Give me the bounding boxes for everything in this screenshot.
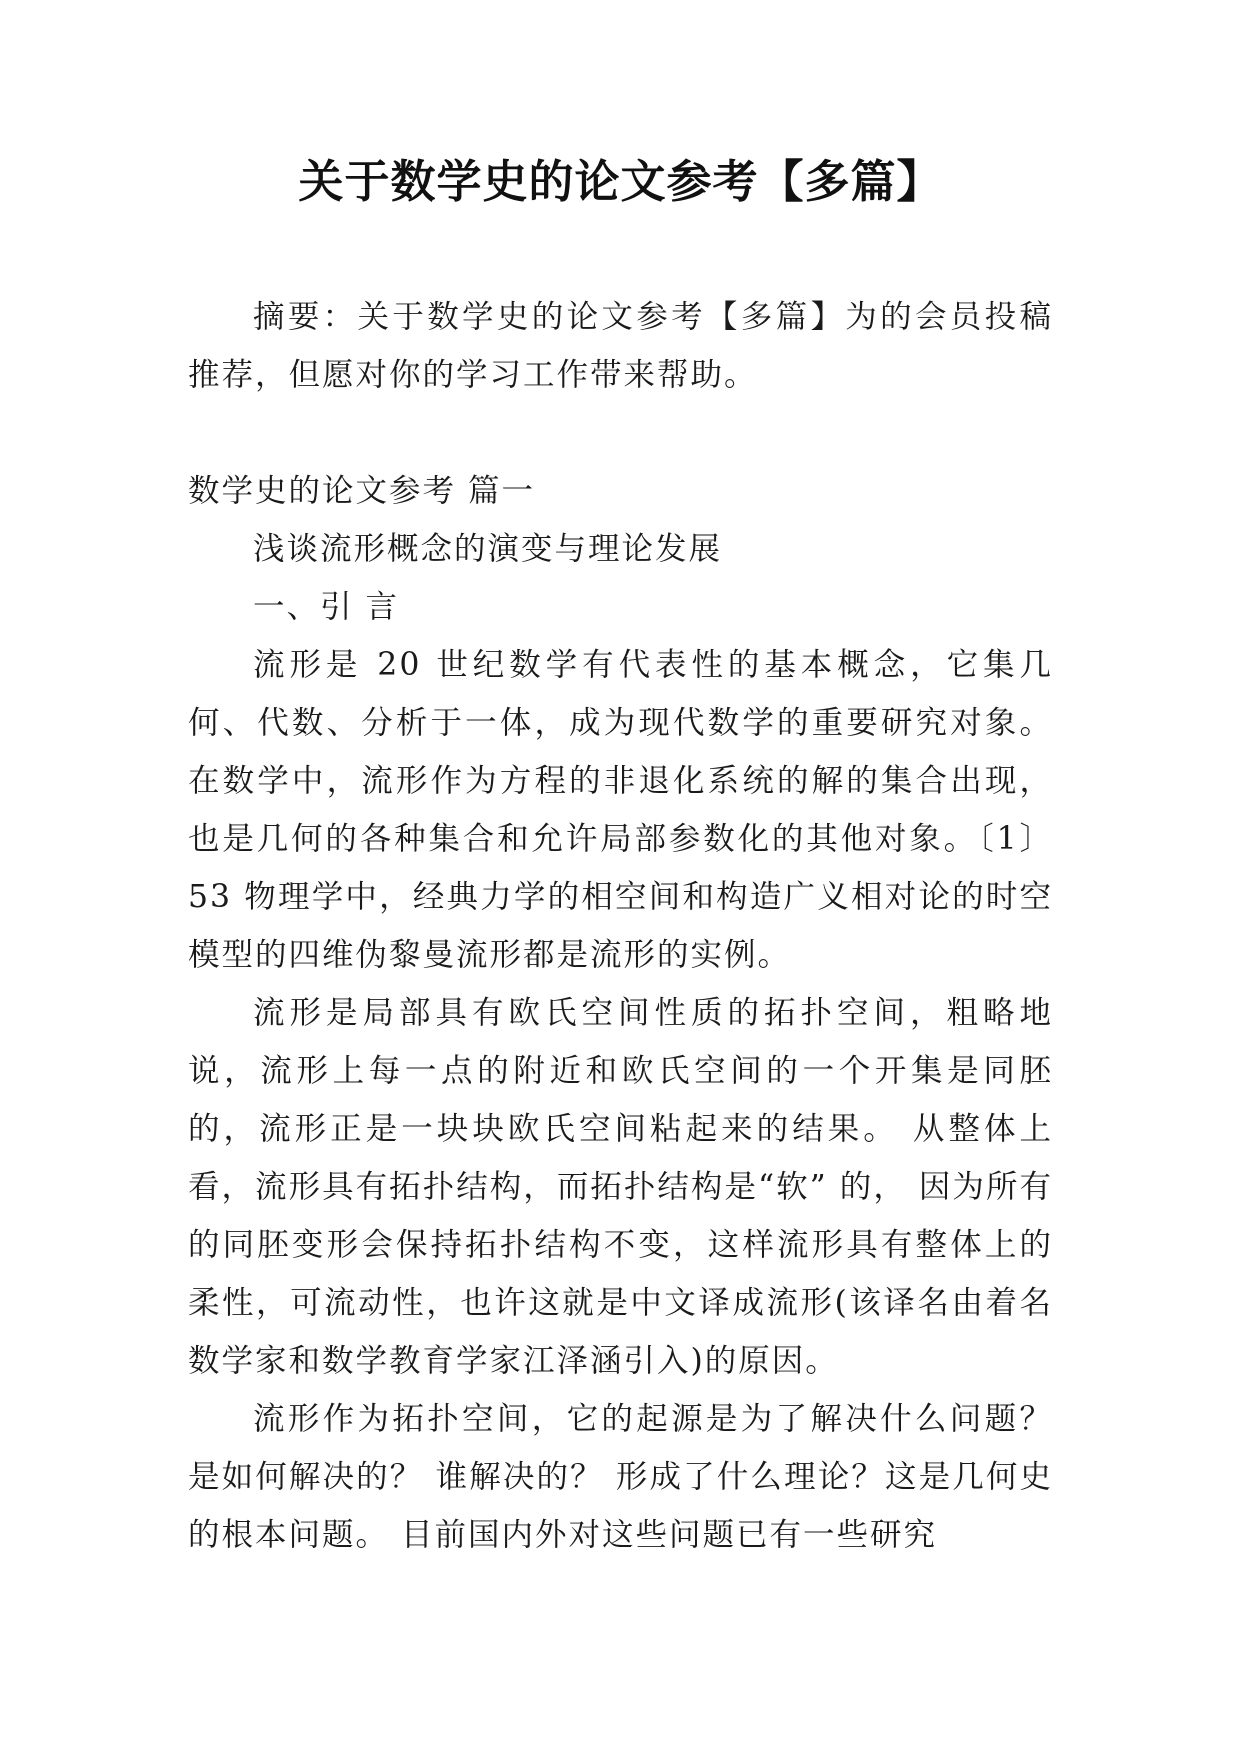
document-title: 关于数学史的论文参考【多篇】	[298, 155, 943, 208]
subsection-heading: 一、引 言	[253, 589, 400, 625]
body-paragraph-3: 流形作为拓扑空间，它的起源是为了解决什么问题？ 是如何解决的？ 谁解决的？ 形成了什么理论？这是几何史的根本问题。 目前国内外对这些问题已有一些研究	[188, 1401, 1053, 1553]
article-title: 浅谈流形概念的演变与理论发展	[253, 531, 723, 567]
article-body	[188, 462, 1053, 1564]
body-paragraph-2: 流形是局部具有欧氏空间性质的拓扑空间，粗略地说，流形上每一点的附近和欧氏空间的一个开集是同胚的，流形正是一块块欧氏空间粘起来的结果。 从整体上看，流形具有拓扑结构，而拓扑结构是“软” 的， 因为所有的同胚变形会保持拓扑结构不变，这样流形具有整体上的柔性，可流动性，也许这就是中文译成流形(该译名由着名数学家和数学教育学家江泽涵引入)的原因。	[188, 995, 1053, 1379]
abstract-paragraph: 摘要：关于数学史的论文参考【多篇】为的会员投稿推荐，但愿对你的学习工作带来帮助。	[188, 299, 1053, 393]
abstract-block	[188, 288, 1053, 404]
section-heading: 数学史的论文参考 篇一	[188, 473, 536, 509]
body-paragraph-1: 流形是 20 世纪数学有代表性的基本概念，它集几何、代数、分析于一体，成为现代数学的重要研究对象。 在数学中，流形作为方程的非退化系统的解的集合出现，也是几何的各种集合和允许局部参数化的其他对象。〔1〕53 物理学中，经典力学的相空间和构造广义相对论的时空模型的四维伪黎曼流形都是流形的实例。	[188, 647, 1053, 973]
